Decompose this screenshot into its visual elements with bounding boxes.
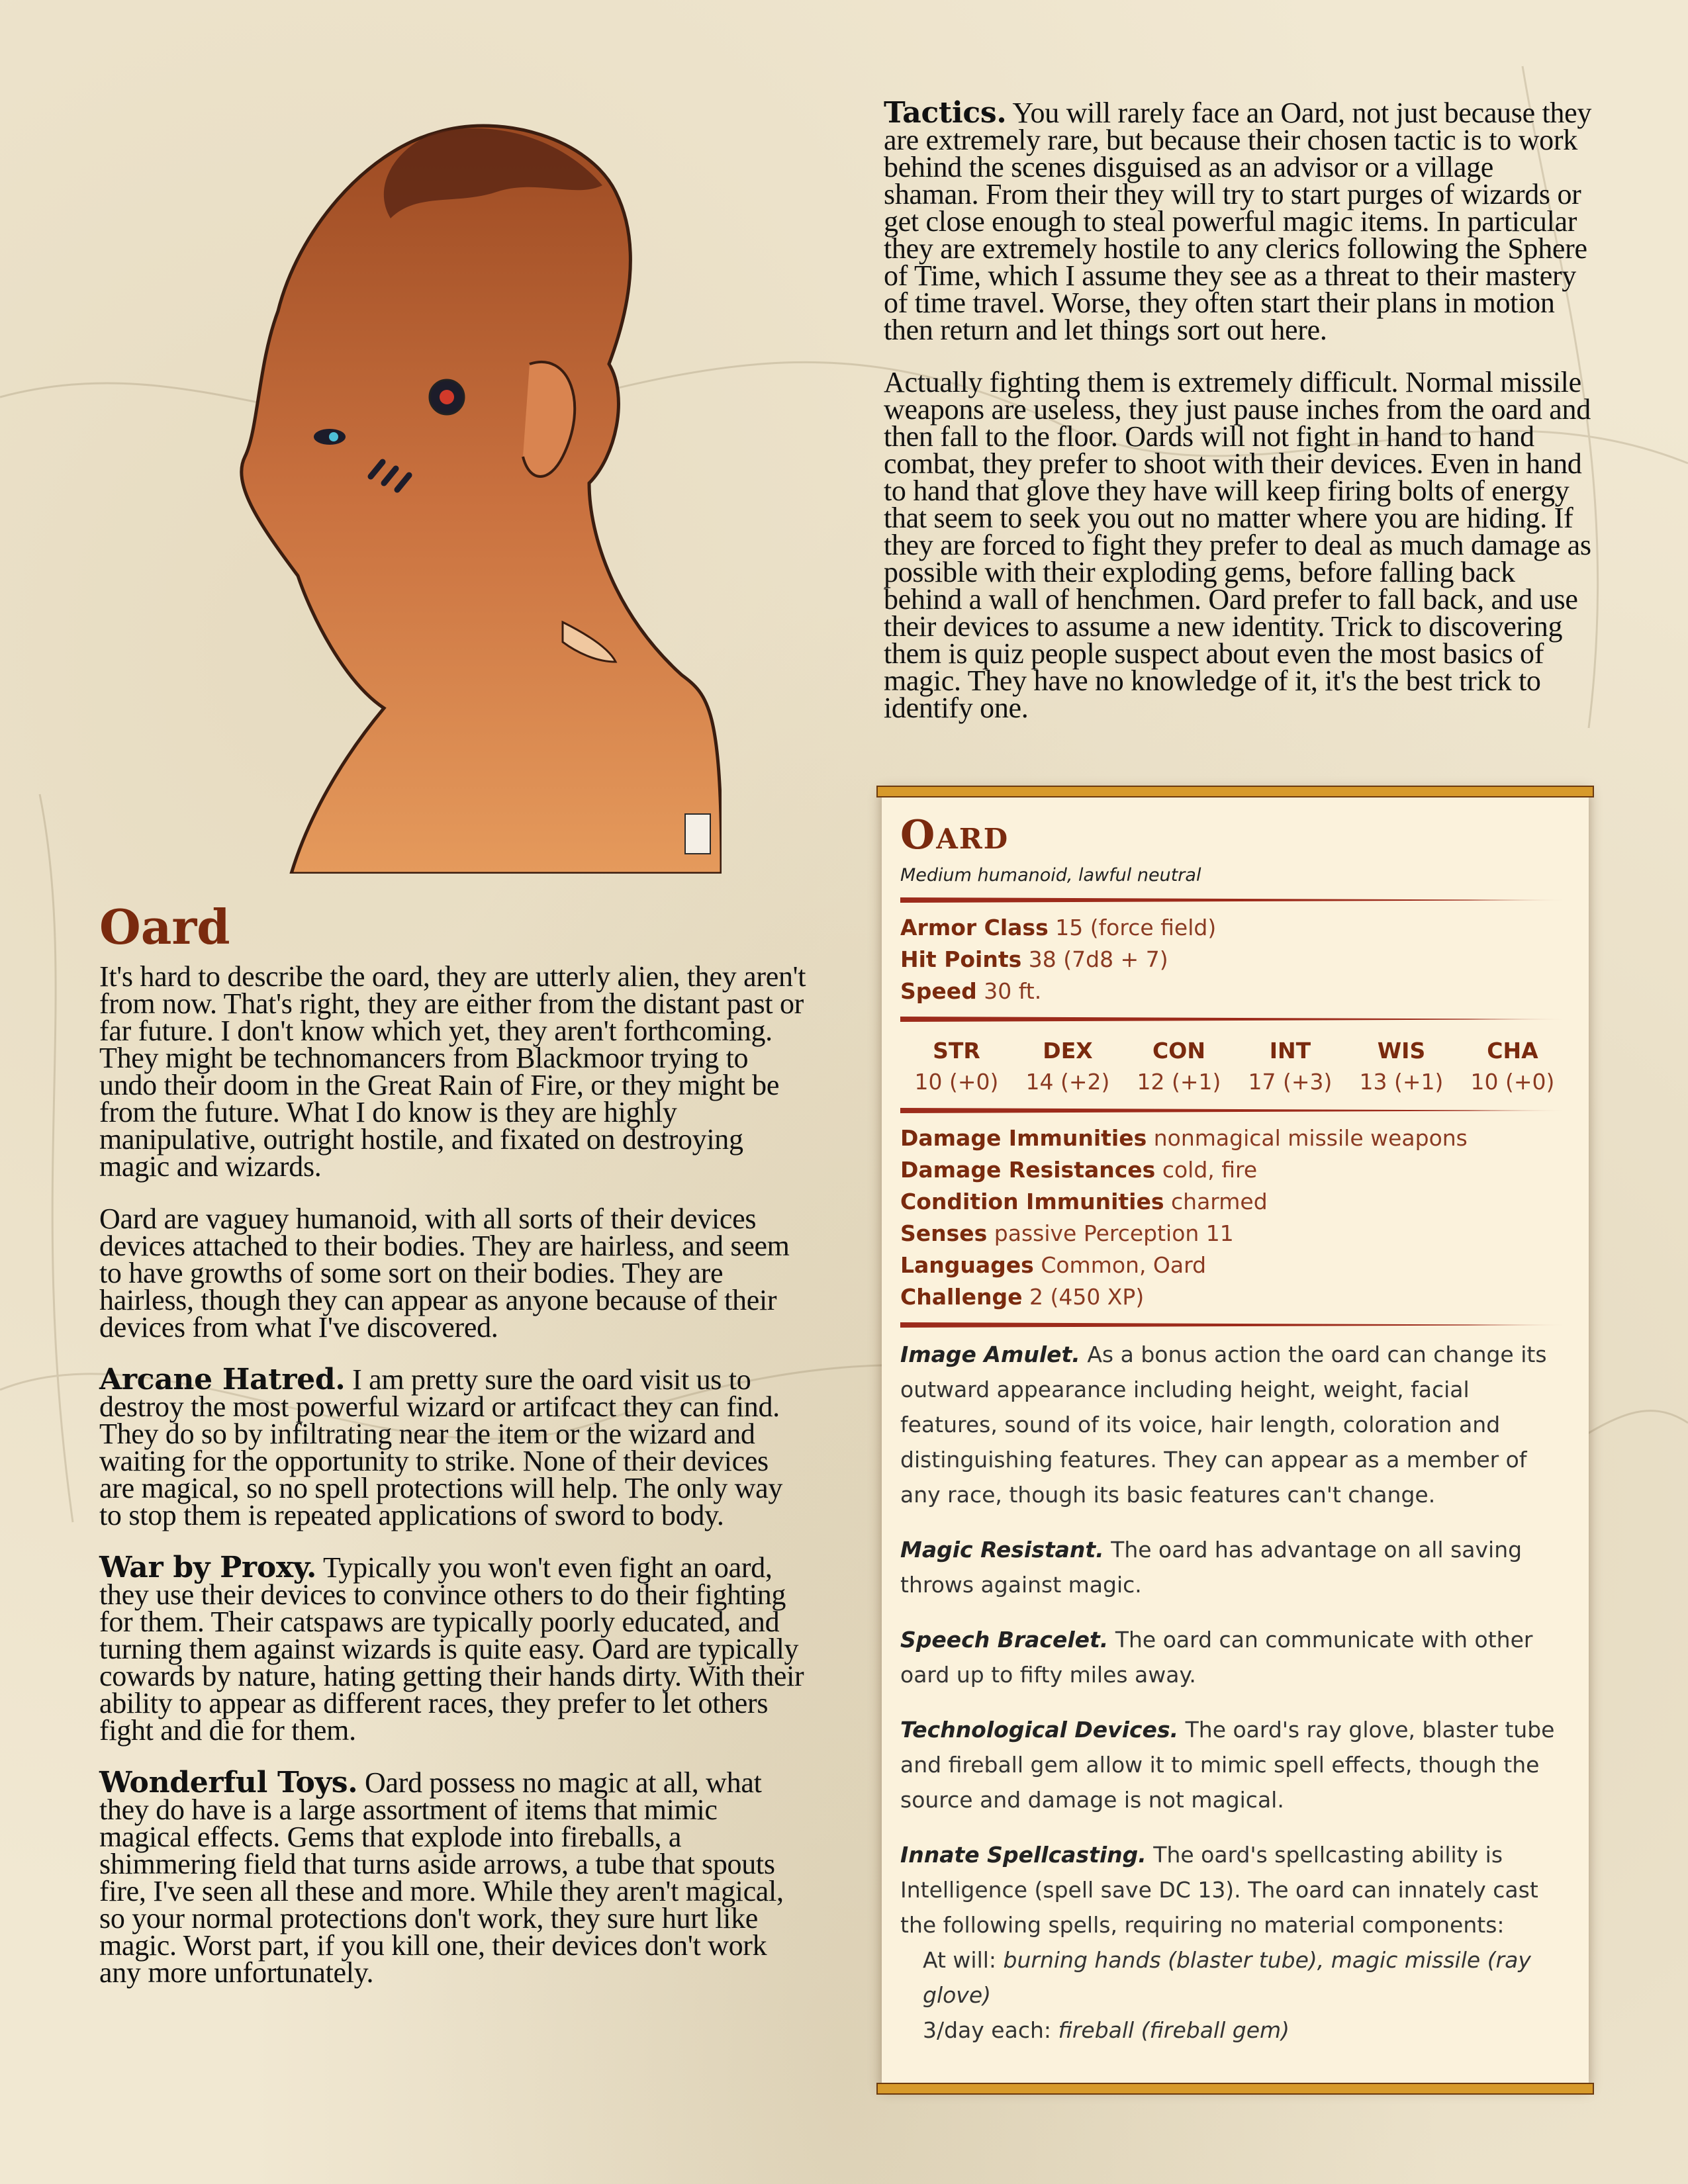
ability-label: CHA <box>1487 1038 1538 1064</box>
challenge-line <box>900 1281 1569 1313</box>
wonderful-toys-heading: Wonderful Toys. <box>99 1766 358 1799</box>
left-column <box>99 899 808 2011</box>
trait-text: As a bonus action the oard can change its outward appearance including height, weight, facial features, sound of its voice, hair length, coloration and distinguishing features. They can appear as a member of any race, though its basic features can't change. <box>900 1342 1547 1508</box>
right-column <box>884 96 1592 747</box>
condition-immunities-value: charmed <box>1164 1189 1268 1214</box>
ability-value: 12 (+1) <box>1137 1069 1221 1095</box>
languages-value: Common, Oard <box>1033 1252 1207 1278</box>
senses-line <box>900 1218 1569 1250</box>
ability-dex <box>1025 1038 1111 1095</box>
ability-cha <box>1470 1038 1556 1095</box>
creature-type: Medium humanoid, lawful neutral <box>900 865 1201 886</box>
damage-resistances-line <box>900 1154 1569 1186</box>
damage-immunities-line <box>900 1122 1569 1154</box>
damage-resistances-value: cold, fire <box>1155 1157 1258 1183</box>
tactics-heading: Tactics. <box>884 96 1007 130</box>
ability-con <box>1136 1038 1222 1095</box>
armor-class-value: 15 (force field) <box>1048 915 1217 940</box>
stat-block-content <box>900 812 1569 2048</box>
speed-label: Speed <box>900 978 977 1004</box>
ability-label: DEX <box>1043 1038 1093 1064</box>
ability-scores <box>900 1031 1569 1099</box>
trait-name: Magic Resistant. <box>900 1537 1104 1563</box>
ability-label: CON <box>1152 1038 1205 1064</box>
oard-portrait-image <box>218 113 722 874</box>
condition-immunities-label: Condition Immunities <box>900 1189 1164 1214</box>
armor-class-line <box>900 912 1569 944</box>
stat-block-top-bar <box>876 786 1594 797</box>
trait-name: Technological Devices. <box>900 1717 1179 1743</box>
arcane-hatred-heading: Arcane Hatred. <box>99 1363 346 1396</box>
tactics-paragraph <box>884 96 1592 346</box>
trait-innate-spellcasting <box>900 1837 1569 1942</box>
fighting-paragraph: Actually fighting them is extremely difficult. Normal missile weapons are useless, they just pause inches from the oard and then fall to the floor. Oards will not fight in hand to hand combat, they prefer to shoot with their devices. Even in hand to hand that glove they have will keep firing bolts of energy that seem to seek you out no matter where you are hiding. If they are forced to fight they prefer to deal as much damage as possible with their exploding gems, before falling back behind a wall of henchmen. Oard prefer to fall back, and use their devices to assume a new identity. Trick to discovering them is quiz people suspect about even the most basics of magic. They have no knowledge of it, it's the best trick to identify one. <box>884 366 1591 724</box>
languages-label: Languages <box>900 1252 1034 1278</box>
ability-value: 13 (+1) <box>1359 1069 1444 1095</box>
page-title: Oard <box>99 899 230 955</box>
hit-points-line <box>900 944 1569 976</box>
damage-immunities-label: Damage Immunities <box>900 1125 1147 1151</box>
arcane-hatred-text: I am pretty sure the oard visit us to destroy the most powerful wizard or artifcact they can find. They do so by infiltrating near the item or the wizard and waiting for the opportunity to strike. None of their devices are magical, so no spell protections will help. The only way to stop them is repeated applications of sword to body. <box>99 1363 783 1531</box>
intro-paragraph: It's hard to describe the oard, they are utterly alien, they aren't from now. That's right, they are either from the distant past or far future. I don't know which yet, they aren't forthcoming. They might be technomancers from Blackmoor trying to undo their doom in the Great Rain of Fire, or they might be from the future. What I do know is they are highly manipulative, outright hostile, and fixated on destroying magic and wizards. <box>99 960 806 1183</box>
speed-line <box>900 976 1569 1007</box>
trait-text: The oard has advantage on all saving throws against magic. <box>900 1537 1523 1598</box>
trait-text: The oard's spellcasting ability is Intelligence (spell save DC 13). The oard can innately cast the following spells, requiring no material components: <box>900 1842 1538 1938</box>
war-by-proxy-heading: War by Proxy. <box>99 1551 317 1584</box>
ability-str <box>914 1038 1000 1095</box>
divider <box>900 897 1569 903</box>
wonderful-toys-text: Oard possess no magic at all, what they do have is a large assortment of items that mimic magical effects. Gems that explode into fireballs, a shimmering field that turns aside arrows, a tube that spouts fire, I've seen all these and more. While they aren't magical, so your normal protections don't work, they sure hurt like magic. Worst part, if you kill one, their devices don't work any more unfortunately. <box>99 1766 784 1989</box>
spell-list: burning hands (blaster tube), magic missile (ray glove) <box>923 1947 1531 2008</box>
languages-line <box>900 1250 1569 1281</box>
ability-wis <box>1358 1038 1444 1095</box>
senses-label: Senses <box>900 1220 988 1246</box>
spell-list: fireball (fireball gem) <box>1058 2017 1290 2043</box>
trait-name: Innate Spellcasting. <box>900 1842 1147 1868</box>
trait-image-amulet <box>900 1337 1569 1512</box>
ability-value: 10 (+0) <box>914 1069 999 1095</box>
divider <box>900 1108 1569 1113</box>
trait-text: The oard's ray glove, blaster tube and fireball gem allow it to mimic spell effects, though the source and damage is not magical. <box>900 1717 1555 1813</box>
ability-value: 17 (+3) <box>1248 1069 1333 1095</box>
ability-int <box>1247 1038 1333 1095</box>
ability-label: STR <box>933 1038 980 1064</box>
trait-name: Image Amulet. <box>900 1342 1080 1367</box>
trait-speech-bracelet <box>900 1622 1569 1692</box>
hit-points-value: 38 (7d8 + 7) <box>1021 946 1168 972</box>
damage-immunities-value: nonmagical missile weapons <box>1147 1125 1468 1151</box>
spell-at-will <box>900 1942 1569 2013</box>
challenge-label: Challenge <box>900 1284 1023 1310</box>
trait-name: Speech Bracelet. <box>900 1627 1109 1653</box>
stat-block <box>882 791 1589 2089</box>
armor-class-label: Armor Class <box>900 915 1049 940</box>
trait-technological-devices <box>900 1712 1569 1817</box>
war-by-proxy-paragraph <box>99 1551 808 1747</box>
spell-frequency-label: At will: <box>923 1947 1004 1973</box>
spell-frequency-label: 3/day each: <box>923 2017 1058 2043</box>
ability-value: 14 (+2) <box>1025 1069 1110 1095</box>
ability-label: WIS <box>1377 1038 1426 1064</box>
spell-daily <box>900 2013 1569 2048</box>
stat-block-bottom-bar <box>876 2083 1594 2095</box>
arcane-hatred-paragraph <box>99 1363 808 1531</box>
challenge-value: 2 (450 XP) <box>1022 1284 1145 1310</box>
appearance-paragraph: Oard are vaguey humanoid, with all sorts of their devices devices attached to their bodies. They are hairless, and seem to have growths of some sort on their bodies. They are hairless, though they can appear as anyone because of their devices from what I've discovered. <box>99 1203 790 1343</box>
senses-value: passive Perception 11 <box>987 1220 1234 1246</box>
creature-name: Oard <box>900 812 1009 858</box>
wonderful-toys-paragraph <box>99 1766 808 1989</box>
divider <box>900 1322 1569 1328</box>
hit-points-label: Hit Points <box>900 946 1022 972</box>
divider <box>900 1017 1569 1022</box>
damage-resistances-label: Damage Resistances <box>900 1157 1156 1183</box>
tactics-text: You will rarely face an Oard, not just because they are extremely rare, but because their chosen tactic is to work behind the scenes disguised as an advisor or a village shaman. From their they will try to start purges of wizards or get close enough to steal powerful magic items. In particular they are extremely hostile to any clerics following the Sphere of Time, which I assume they see as a threat to their mastery of time travel. Worse, they often start their plans in motion then return and let things sort out here. <box>884 97 1592 346</box>
war-by-proxy-text: Typically you won't even fight an oard, they use their devices to convince others to do their fighting for them. Their catspaws are typically poorly educated, and turning them against wizards is quite easy. Oard are typically cowards by nature, hating getting their hands dirty. With their ability to appear as different races, they prefer to let others fight and die for them. <box>99 1551 804 1747</box>
ability-value: 10 (+0) <box>1470 1069 1555 1095</box>
trait-text: The oard can communicate with other oard up to fifty miles away. <box>900 1627 1533 1688</box>
speed-value: 30 ft. <box>976 978 1042 1004</box>
ability-label: INT <box>1269 1038 1311 1064</box>
condition-immunities-line <box>900 1186 1569 1218</box>
trait-magic-resistant <box>900 1532 1569 1602</box>
